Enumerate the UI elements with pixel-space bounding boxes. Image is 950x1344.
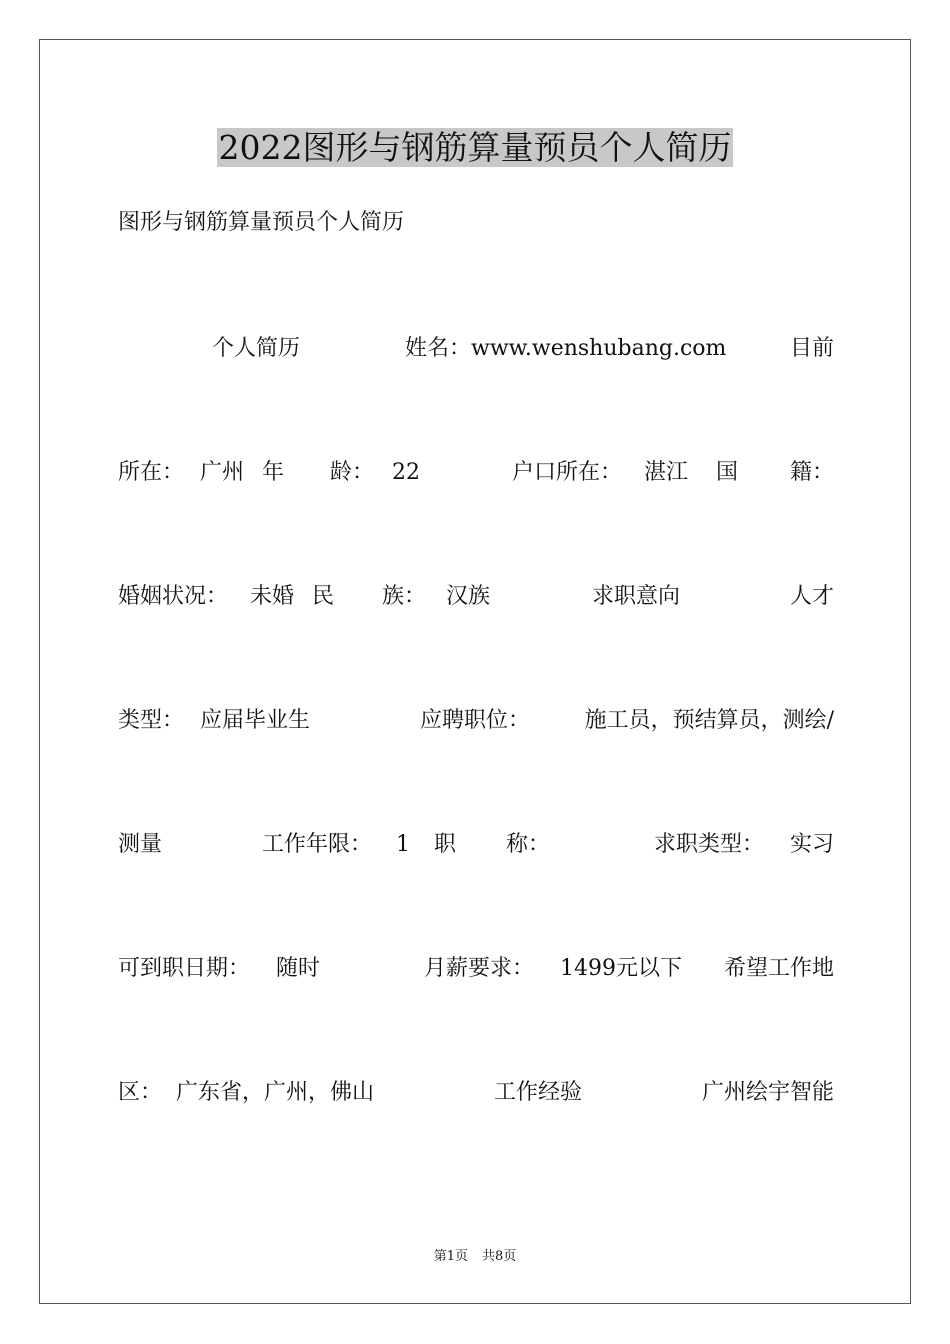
- text-segment: 目前: [789, 336, 834, 361]
- resume-line: [118, 458, 834, 488]
- resume-line: [118, 1078, 834, 1108]
- resume-line: [118, 954, 834, 984]
- page-total: 共8页: [482, 1249, 517, 1264]
- resume-line: [118, 830, 834, 860]
- age-value: 22: [392, 460, 420, 485]
- desired-location-label: 希望工作地: [723, 956, 834, 981]
- talent-type-label: 类型：: [118, 708, 185, 733]
- marital-label: 婚姻状况：: [118, 584, 229, 609]
- title-text: 2022图形与钢筋算量预员个人简历: [218, 128, 732, 167]
- ethnicity-label-part: 民: [312, 584, 335, 609]
- section-heading-work-experience: 工作经验: [494, 1080, 583, 1105]
- document-title: [0, 126, 950, 170]
- position-label: 应聘职位：: [420, 708, 531, 733]
- resume-line: [118, 582, 834, 612]
- age-label-part: 年: [262, 460, 285, 485]
- job-type-label: 求职类型：: [654, 832, 765, 857]
- employer-name: 广州绘宇智能: [701, 1080, 834, 1105]
- resume-line: [118, 706, 834, 736]
- title-label-part: 职: [434, 832, 457, 857]
- marital-value: 未婚: [250, 584, 295, 609]
- salary-label: 月薪要求：: [424, 956, 535, 981]
- nationality-label-part: 国: [716, 460, 739, 485]
- job-type-value: 实习: [789, 832, 834, 857]
- desired-location-value: 广东省，广州，佛山: [176, 1080, 375, 1105]
- ethnicity-label: 族：: [382, 584, 427, 609]
- hukou-label: 户口所在：: [512, 460, 623, 485]
- work-years-value: 1: [396, 832, 410, 857]
- section-heading-resume: 个人简历: [212, 336, 301, 361]
- resume-line: [118, 334, 834, 364]
- desired-location-label-cont: 区：: [118, 1080, 163, 1105]
- document-subtitle: 图形与钢筋算量预员个人简历: [118, 210, 405, 235]
- page-footer: [0, 1248, 950, 1266]
- talent-type-value: 应届毕业生: [200, 708, 311, 733]
- location-value: 广州: [200, 460, 245, 485]
- start-date-label: 可到职日期：: [118, 956, 251, 981]
- section-heading-job-intent: 求职意向: [592, 584, 681, 609]
- ethnicity-value: 汉族: [446, 584, 491, 609]
- position-value: 施工员，预结算员，测绘/: [584, 708, 834, 733]
- hukou-value: 湛江: [644, 460, 689, 485]
- title-label: 称：: [506, 832, 551, 857]
- page-number: 第1页: [433, 1249, 468, 1264]
- work-years-label: 工作年限：: [262, 832, 373, 857]
- start-date-value: 随时: [276, 956, 321, 981]
- text-segment: 人才: [789, 584, 834, 609]
- nationality-label: 籍：: [789, 460, 834, 485]
- position-value-cont: 测量: [118, 832, 163, 857]
- name-field: 姓名：www.wenshubang.com: [405, 336, 727, 361]
- age-label: 龄：: [330, 460, 375, 485]
- salary-value: 1499元以下: [560, 956, 682, 981]
- location-label: 所在：: [118, 460, 185, 485]
